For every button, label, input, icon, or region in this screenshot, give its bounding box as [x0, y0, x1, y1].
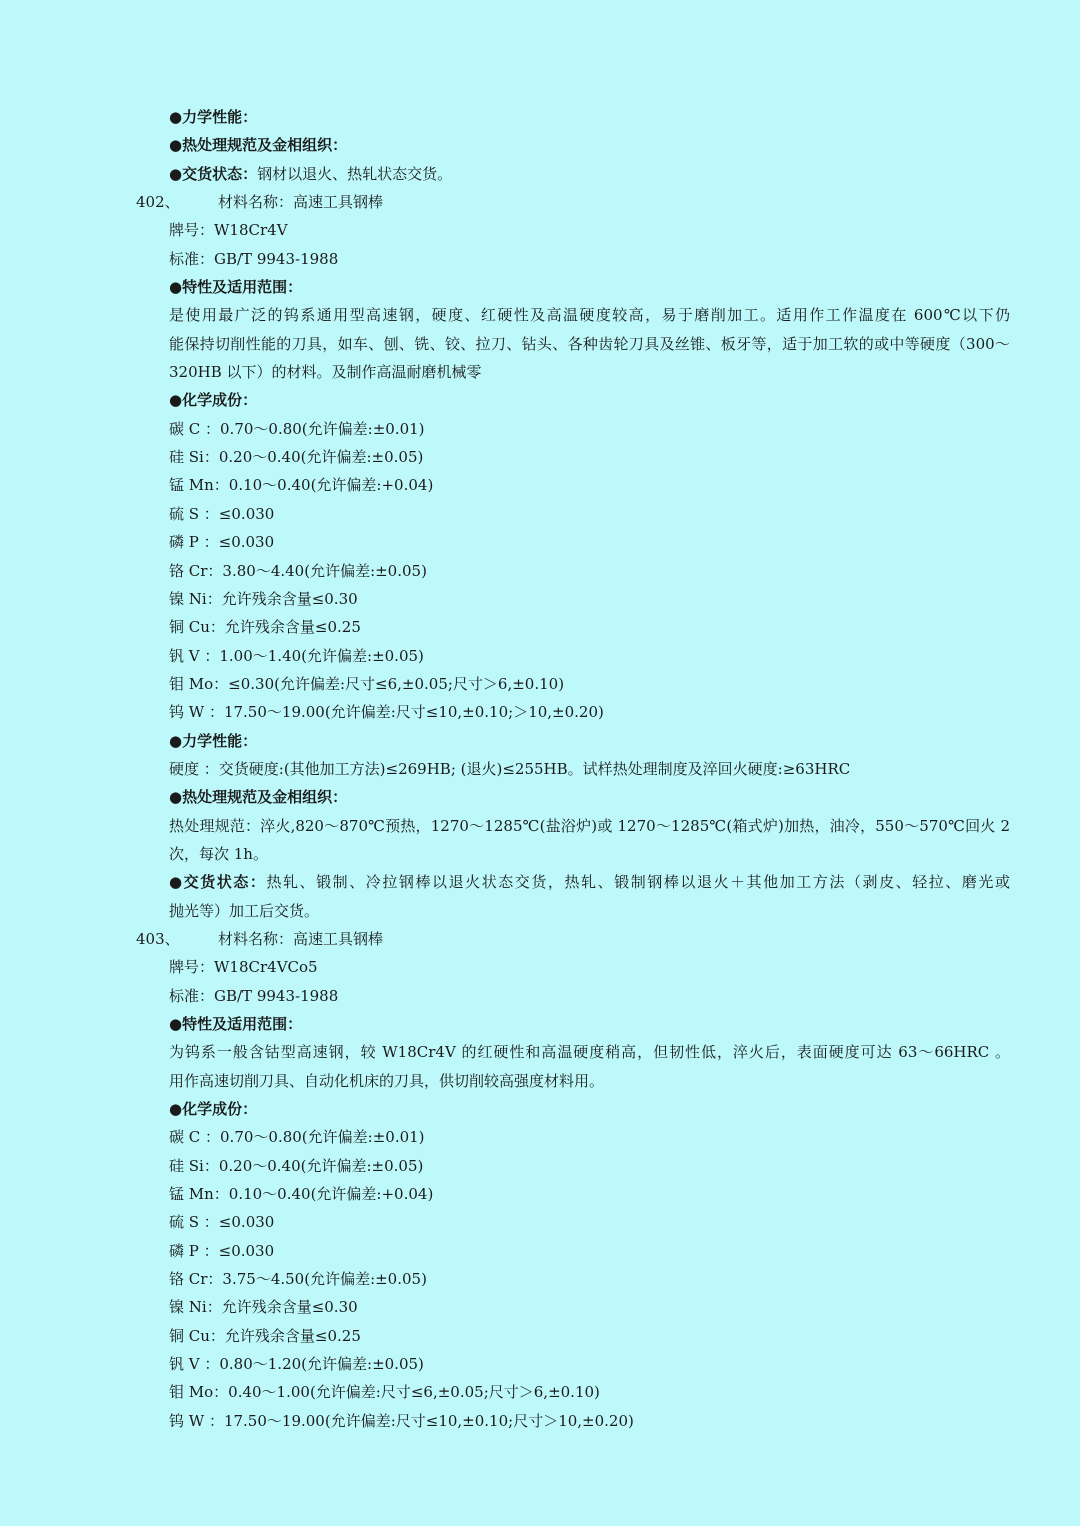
chem-row: 镍 Ni：允许残余含量≤0.30	[169, 1298, 358, 1317]
chem-row: 硅 Si：0.20～0.40(允许偏差:±0.05)	[169, 448, 424, 467]
mech-label: ●力学性能：	[169, 731, 258, 750]
heat-label: ●热处理规范及金相组织：	[169, 136, 348, 155]
chem-row: 钒 V ：0.80～1.20(允许偏差:±0.05)	[169, 1355, 424, 1374]
chem-row: 钼 Mo：0.40～1.00(允许偏差:尺寸≤6,±0.05;尺寸＞6,±0.10)	[169, 1383, 600, 1402]
chem-row: 硫 S ：≤0.030	[169, 1213, 275, 1232]
chem-row: 碳 C ：0.70～0.80(允许偏差:±0.01)	[169, 419, 425, 438]
feature-label: ●特性及适用范围：	[169, 1015, 303, 1033]
delivery-text: 钢材以退火、热轧状态交货。	[257, 164, 453, 183]
delivery-row	[0, 868, 1080, 896]
delivery-label: ●交货状态：	[169, 873, 267, 892]
section-number: 402、	[136, 193, 180, 212]
chem-row: 铜 Cu：允许残余含量≤0.25	[169, 618, 361, 637]
feature-line: 为钨系一般含钴型高速钢，较 W18Cr4V 的红硬性和高温硬度稍高，但韧性低，淬火后，表面硬度可达 63～66HRC 。	[169, 1043, 1010, 1062]
section-heading-402	[0, 188, 1080, 216]
chem-row: 钨 W ：17.50～19.00(允许偏差:尺寸≤10,±0.10;尺寸＞10,±0.20)	[169, 1411, 634, 1430]
feature-line: 是使用最广泛的钨系通用型高速钢，硬度、红硬性及高温硬度较高，易于磨削加工。适用作工作温度在 600℃以下仍	[169, 306, 1010, 325]
delivery-label: ●交货状态：	[169, 164, 258, 183]
chem-row: 铬 Cr：3.75～4.50(允许偏差:±0.05)	[169, 1270, 427, 1289]
section-number: 403、	[136, 929, 180, 948]
chem-row: 硅 Si：0.20～0.40(允许偏差:±0.05)	[169, 1156, 424, 1175]
feature-line: 用作高速切削刀具、自动化机床的刀具，供切削较高强度材料用。	[169, 1071, 605, 1090]
standard: 标准：GB/T 9943-1988	[169, 249, 339, 268]
feature-label: ●特性及适用范围：	[169, 278, 303, 297]
mech-text: 硬度 ：交货硬度:(其他加工方法)≤269HB; (退火)≤255HB。试样热处理制度及淬回火硬度:≥63HRC	[169, 759, 851, 778]
chem-row: 硫 S ：≤0.030	[169, 504, 275, 523]
chem-row: 钨 W ：17.50～19.00(允许偏差:尺寸≤10,±0.10;＞10,±0.20)	[169, 703, 604, 722]
chem-label: ●化学成份：	[169, 391, 258, 410]
chem-row: 碳 C ：0.70～0.80(允许偏差:±0.01)	[169, 1128, 425, 1147]
chem-row: 钼 Mo：≤0.30(允许偏差:尺寸≤6,±0.05;尺寸＞6,±0.10)	[169, 674, 565, 693]
chem-label: ●化学成份：	[169, 1100, 258, 1119]
material-name: 材料名称：高速工具钢棒	[218, 929, 384, 948]
grade: 牌号：W18Cr4V	[169, 221, 288, 240]
chem-row: 钒 V ：1.00～1.40(允许偏差:±0.05)	[169, 646, 424, 665]
delivery-text: 热轧、锻制、冷拉钢棒以退火状态交货，热轧、锻制钢棒以退火＋其他加工方法（剥皮、轻拉、磨光或	[266, 873, 1010, 892]
chem-row: 磷 P ：≤0.030	[169, 533, 275, 552]
feature-line: 320HB 以下）的材料。及制作高温耐磨机械零	[169, 363, 482, 382]
mech-label: ●力学性能：	[169, 108, 258, 126]
chem-row: 铬 Cr：3.80～4.40(允许偏差:±0.05)	[169, 561, 427, 580]
section-heading-403	[0, 925, 1080, 953]
chem-row: 铜 Cu：允许残余含量≤0.25	[169, 1326, 361, 1345]
chem-row: 镍 Ni：允许残余含量≤0.30	[169, 589, 358, 608]
grade: 牌号：W18Cr4VCo5	[169, 958, 318, 977]
heat-line: 次，每次 1h。	[169, 844, 268, 863]
document-body	[0, 103, 1080, 1435]
delivery-row	[0, 160, 1080, 188]
chem-row: 锰 Mn：0.10～0.40(允许偏差:+0.04)	[169, 476, 434, 495]
heat-line: 热处理规范：淬火,820～870℃预热，1270～1285℃(盐浴炉)或 1270～1285℃(箱式炉)加热，油冷，550～570℃回火 2	[169, 816, 1010, 835]
material-name: 材料名称：高速工具钢棒	[218, 193, 384, 212]
heat-label: ●热处理规范及金相组织：	[169, 788, 348, 807]
feature-line: 能保持切削性能的刀具，如车、刨、铣、铰、拉刀、钻头、各种齿轮刀具及丝锥、板牙等，适于加工软的或中等硬度（300～	[169, 334, 1010, 353]
delivery-line: 抛光等）加工后交货。	[169, 901, 320, 920]
chem-row: 锰 Mn：0.10～0.40(允许偏差:+0.04)	[169, 1185, 434, 1204]
chem-row: 磷 P ：≤0.030	[169, 1241, 275, 1260]
standard: 标准：GB/T 9943-1988	[169, 986, 339, 1005]
